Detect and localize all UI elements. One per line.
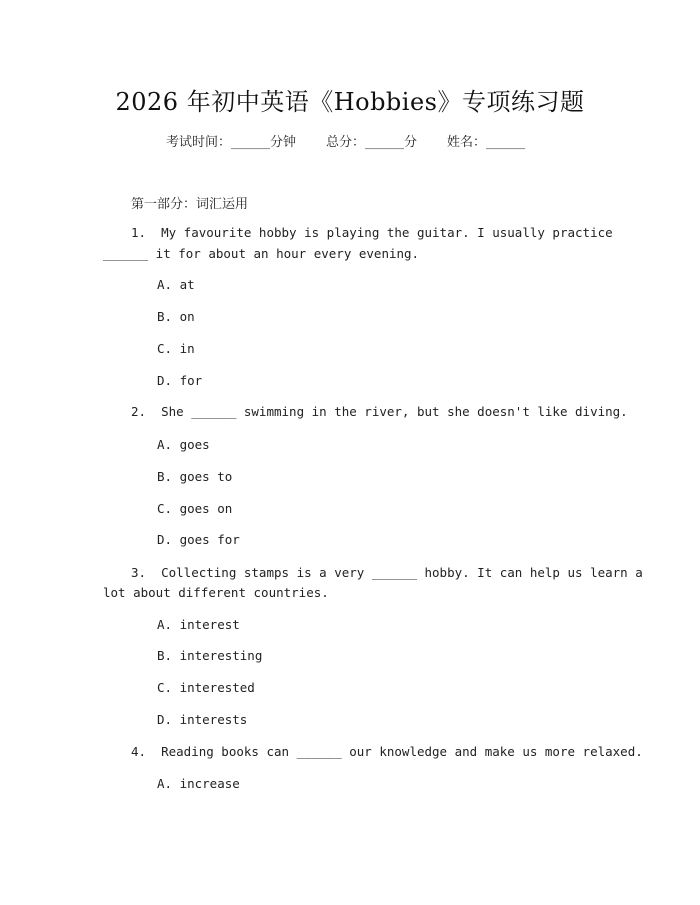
- question-4-option-a: A. increase: [157, 776, 240, 791]
- question-2-option-a: A. goes: [157, 437, 210, 452]
- total-score: 总分：______分: [326, 135, 418, 150]
- question-3-option-c: C. interested: [157, 680, 255, 695]
- question-1-option-b: B. on: [157, 309, 195, 324]
- exam-time: 考试时间：______分钟: [166, 135, 297, 150]
- student-name: 姓名：______: [447, 135, 526, 150]
- question-3-option-b: B. interesting: [157, 648, 263, 663]
- question-3-line-2: lot about different countries.: [103, 585, 329, 600]
- question-1-line-2: ______ it for about an hour every evening.: [103, 246, 420, 261]
- question-4-line-1: 4. Reading books can ______ our knowledge and make us more relaxed.: [131, 744, 643, 759]
- question-3-line-1: 3. Collecting stamps is a very ______ hobby. It can help us learn a: [131, 565, 643, 580]
- page-title: 2026 年初中英语《Hobbies》专项练习题: [115, 88, 585, 116]
- exam-info: [166, 131, 525, 150]
- question-1-line-1: 1. My favourite hobby is playing the guitar. I usually practice: [131, 225, 613, 240]
- question-1-option-d: D. for: [157, 373, 203, 388]
- question-1-option-c: C. in: [157, 341, 195, 356]
- question-3-option-d: D. interests: [157, 712, 248, 727]
- question-2-option-d: D. goes for: [157, 532, 240, 547]
- question-3-option-a: A. interest: [157, 617, 240, 632]
- question-2-option-b: B. goes to: [157, 469, 233, 484]
- question-1-option-a: A. at: [157, 277, 195, 292]
- section-heading: 第一部分：词汇运用: [131, 197, 249, 212]
- question-2-line-1: 2. She ______ swimming in the river, but she doesn't like diving.: [131, 404, 628, 419]
- question-2-option-c: C. goes on: [157, 501, 233, 516]
